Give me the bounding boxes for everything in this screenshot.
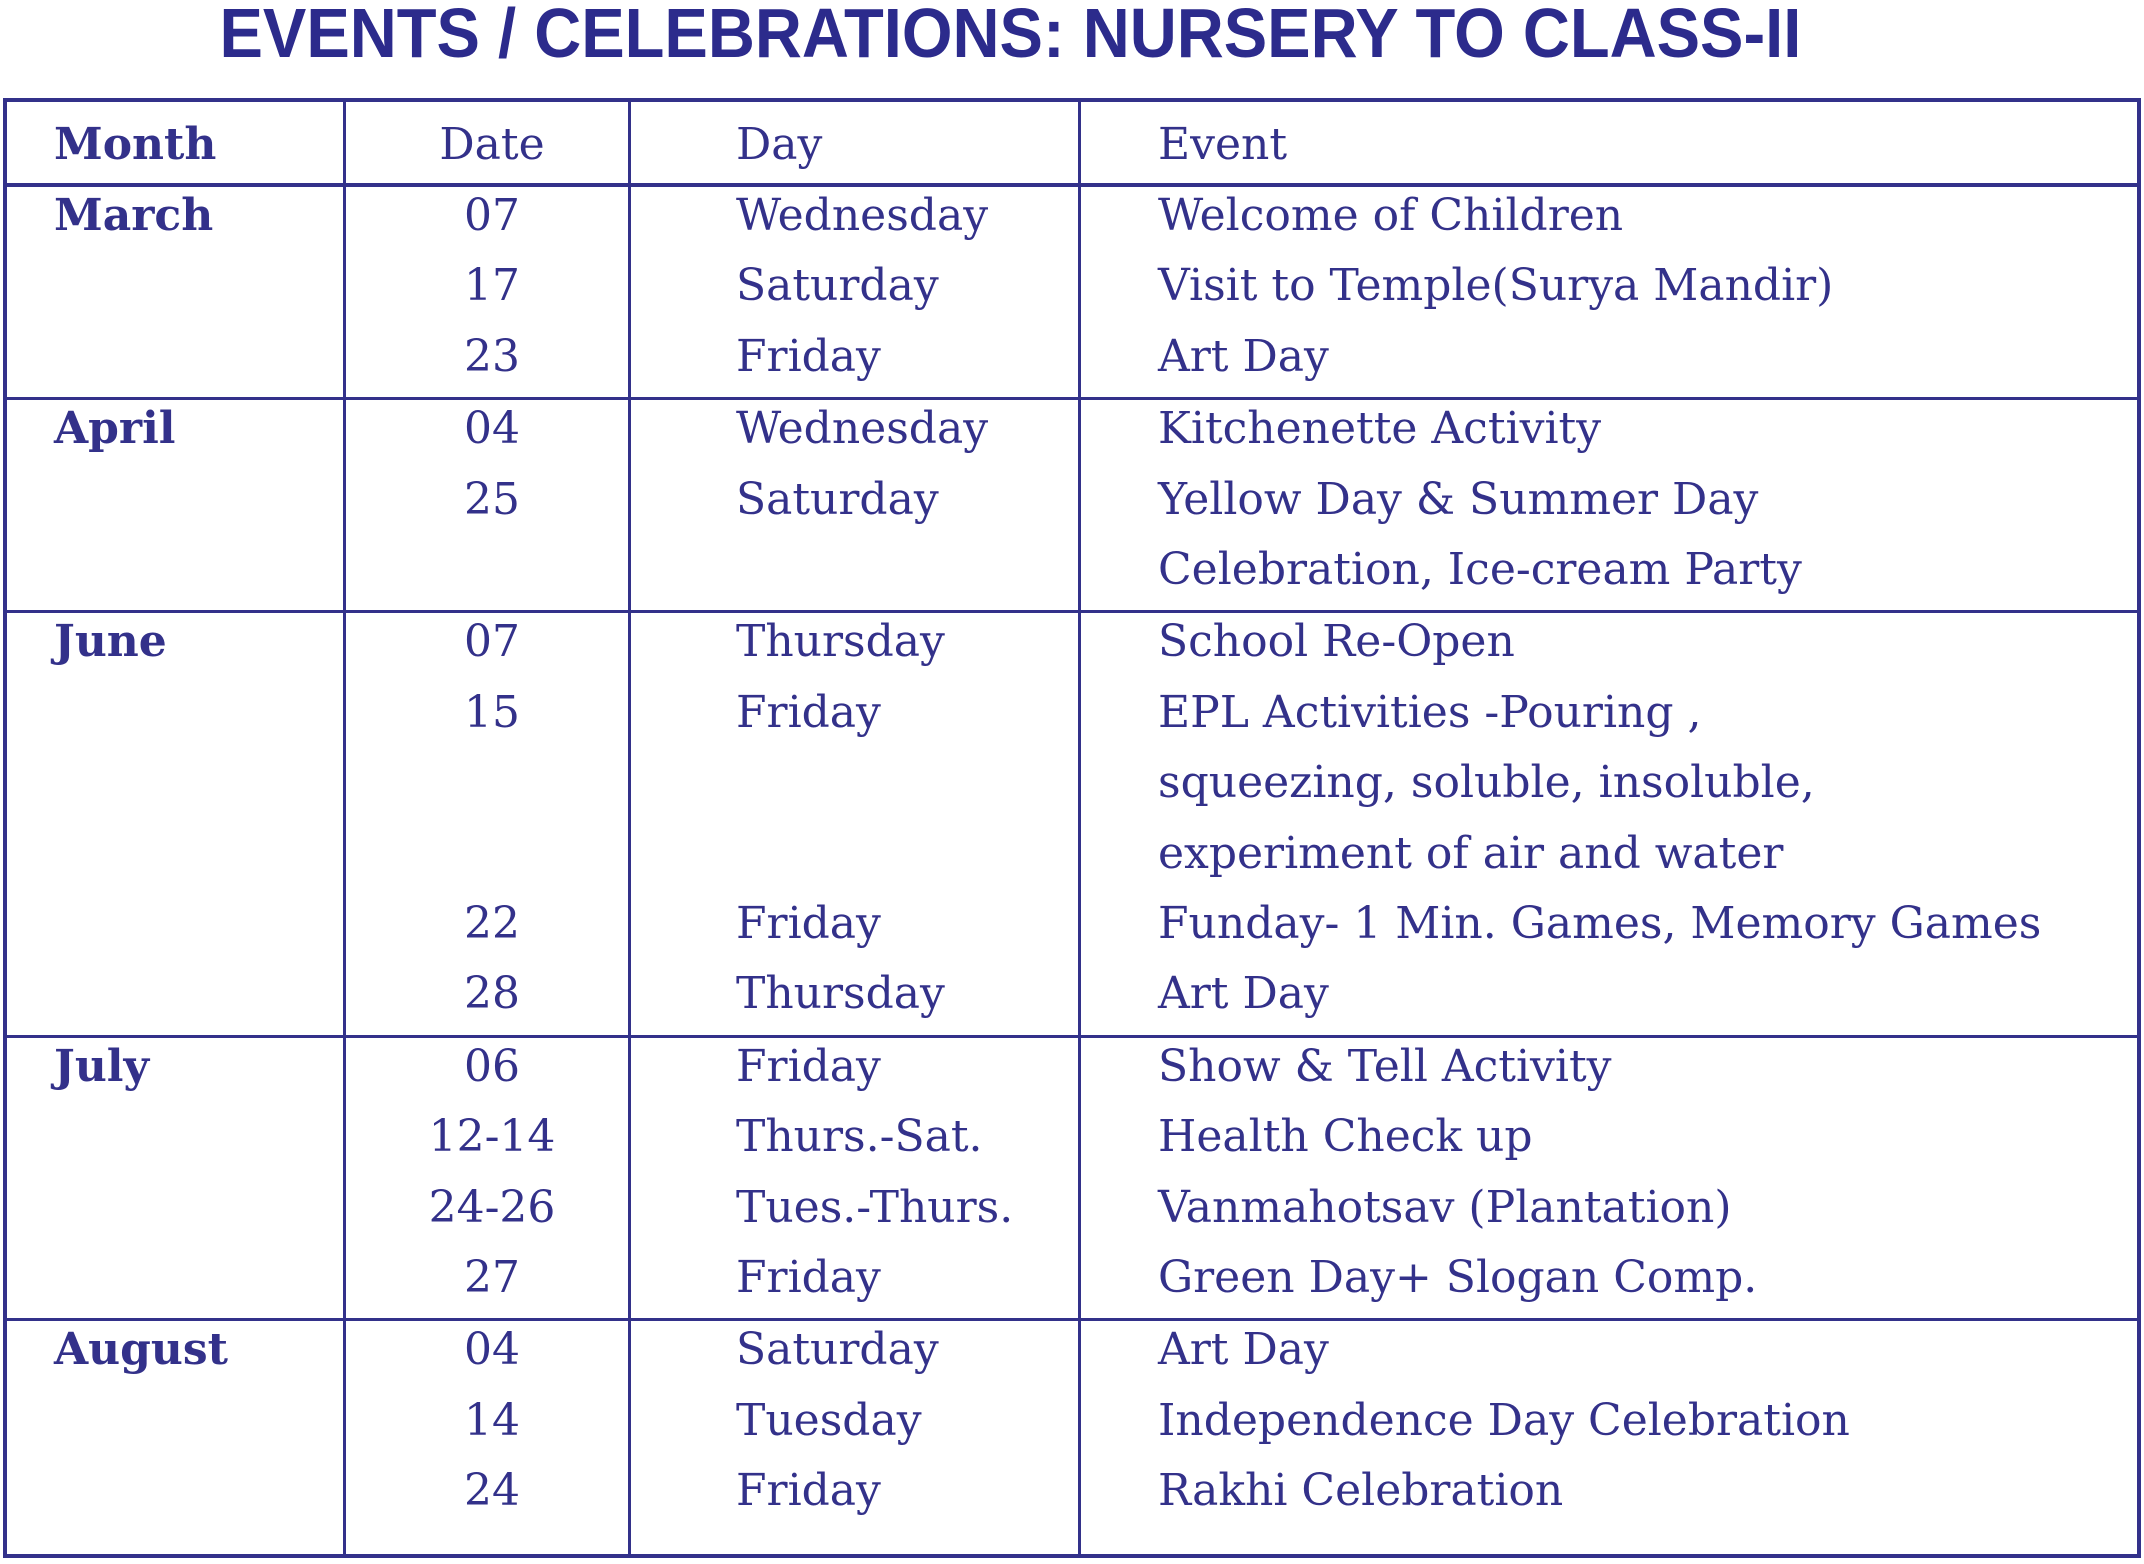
day-cell: Saturday [736,473,939,525]
day-cell: Friday [736,898,881,949]
month-divider [7,1035,2137,1038]
column-divider [1078,102,1081,1554]
page-title [0,0,1994,78]
event-cell: Funday- 1 Min. Games, Memory Games [1158,898,2042,949]
date-cell: 07 [464,190,520,241]
page-title-text: EVENTS / CELEBRATIONS: NURSERY TO CLASS-II [219,0,1802,72]
header-month: Month [54,119,217,170]
event-cell: Vanmahotsav (Plantation) [1158,1181,1732,1233]
date-cell: 07 [464,616,520,668]
month-label: March [54,190,214,241]
month-label: July [54,1040,150,1092]
event-cell: Show & Tell Activity [1158,1040,1612,1092]
event-cell: Celebration, Ice-cream Party [1158,544,1802,595]
day-cell: Thurs.-Sat. [736,1111,983,1163]
date-cell: 28 [464,968,520,1020]
date-cell: 25 [464,473,520,525]
event-cell: School Re-Open [1158,616,1515,668]
event-cell: Art Day [1158,1324,1329,1376]
date-cell: 22 [464,898,520,949]
day-cell: Wednesday [736,403,989,455]
day-cell: Saturday [736,260,939,312]
month-divider [7,1318,2137,1321]
day-cell: Tues.-Thurs. [736,1181,1014,1233]
event-cell: Green Day+ Slogan Comp. [1158,1252,1758,1303]
day-cell: Wednesday [736,190,989,241]
month-label: April [54,403,176,455]
event-cell: Visit to Temple(Surya Mandir) [1158,260,1834,312]
event-cell: Yellow Day & Summer Day [1158,473,1759,525]
day-cell: Friday [736,1040,881,1092]
month-label: August [54,1324,228,1376]
header-date: Date [439,119,545,170]
event-cell: squeezing, soluble, insoluble, [1158,757,1815,809]
month-label: June [54,616,167,668]
day-cell: Friday [736,686,881,738]
event-cell: Art Day [1158,330,1329,382]
column-divider [343,102,346,1554]
event-cell: Welcome of Children [1158,190,1624,241]
date-cell: 04 [464,403,520,455]
date-cell: 17 [464,260,520,312]
header-day: Day [736,119,823,170]
month-divider [7,610,2137,613]
event-cell: Kitchenette Activity [1158,403,1602,455]
header-event: Event [1158,119,1288,170]
event-cell: experiment of air and water [1158,827,1784,879]
day-cell: Friday [736,1465,881,1517]
month-divider [7,397,2137,400]
events-table [3,98,2141,1558]
event-cell: Health Check up [1158,1111,1533,1163]
day-cell: Tuesday [736,1394,922,1446]
date-cell: 04 [464,1324,520,1376]
day-cell: Saturday [736,1324,939,1376]
event-cell: EPL Activities -Pouring , [1158,686,1702,738]
date-cell: 12-14 [428,1111,556,1163]
date-cell: 24-26 [428,1181,556,1233]
date-cell: 06 [464,1040,520,1092]
day-cell: Friday [736,330,881,382]
date-cell: 15 [464,686,520,738]
day-cell: Thursday [736,968,945,1020]
event-cell: Independence Day Celebration [1158,1394,1850,1446]
date-cell: 23 [464,330,520,382]
date-cell: 27 [464,1252,520,1303]
day-cell: Friday [736,1252,881,1303]
header-divider [7,183,2137,187]
date-cell: 14 [464,1394,520,1446]
day-cell: Thursday [736,616,945,668]
event-cell: Rakhi Celebration [1158,1465,1564,1517]
date-cell: 24 [464,1465,520,1517]
event-cell: Art Day [1158,968,1329,1020]
